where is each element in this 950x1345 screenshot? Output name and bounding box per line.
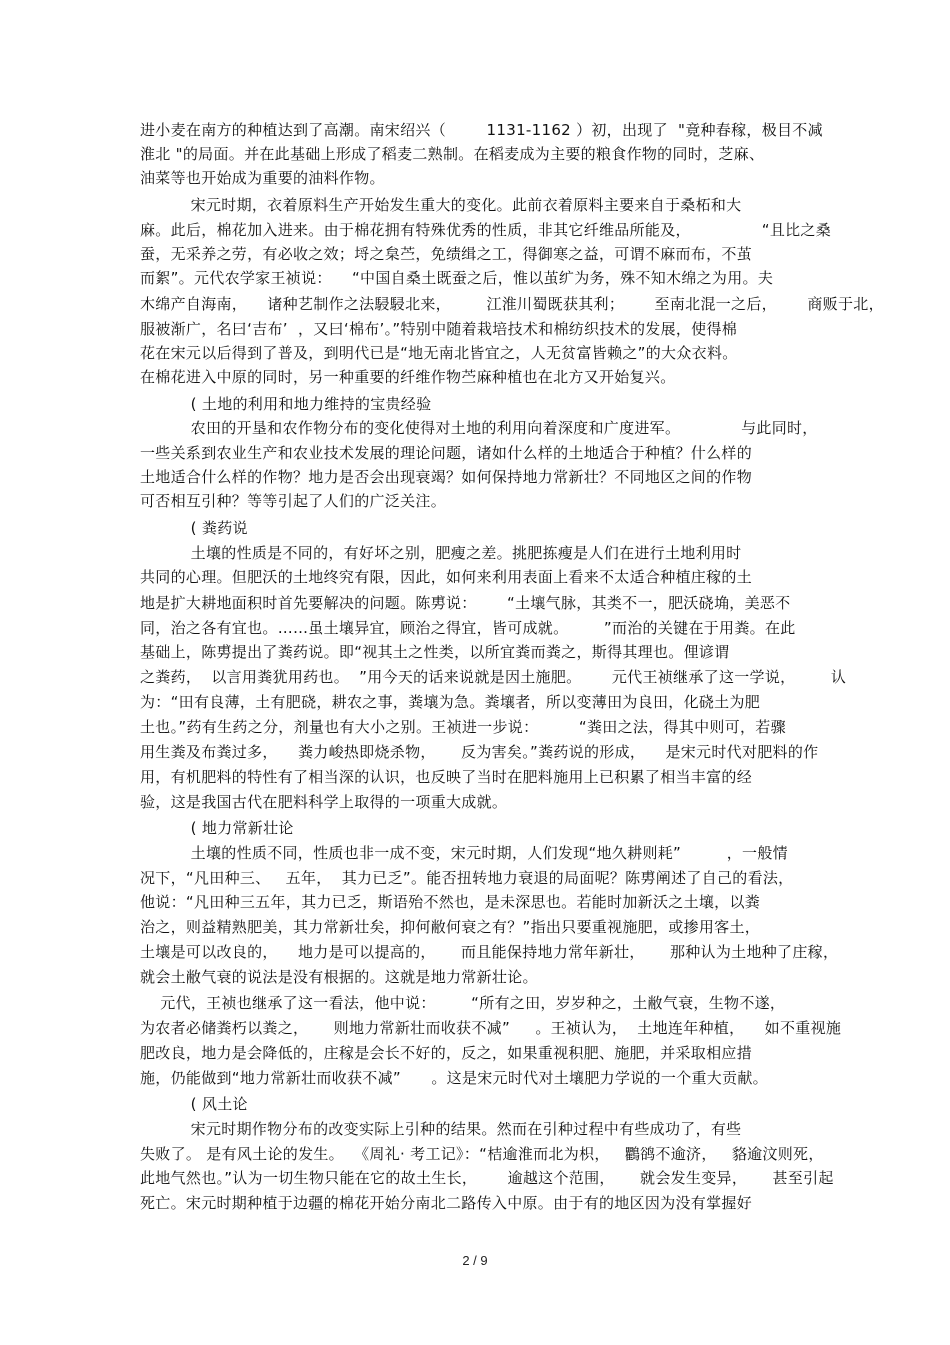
text-line: 用，有机肥料的特性有了相当深的认识，也反映了当时在肥料施用上已积累了相当丰富的经 — [140, 768, 753, 786]
text-line: 就会土敝气衰的说法是没有根据的。这就是地力常新壮论。 — [140, 968, 538, 986]
text-line: 治之，则益精熟肥美，其力常新壮矣，抑何敝何衰之有？”指出只要重视施肥，或掺用客土， — [140, 918, 761, 936]
text-line: 况下，“凡田种三、 五年， 其力已乏”。能否扭转地力衰退的局面呢？陈旉阐述了自己的看法， — [140, 869, 794, 887]
text-line: 进小麦在南方的种植达到了高潮。南宋绍兴（ 1131-1162 ）初，出现了 "竟种春稼，极目不减 — [140, 121, 823, 139]
text-line: 之粪药， 以言用粪犹用药也。 ”用今天的话来说就是因土施肥。 元代王祯继承了这一学说， 认 — [140, 668, 847, 686]
text-line: 土也。”药有生药之分，剂量也有大小之别。王祯进一步说： “粪田之法，得其中则可，若骤 — [140, 718, 786, 736]
text-line: 肥改良，地力是会降低的，庄稼是会长不好的，反之，如果重视积肥、施肥，并采取相应措 — [140, 1044, 753, 1062]
text-line: 元代，王祯也继承了这一看法，他中说： “所有之田，岁岁种之，土敝气衰，生物不遂， — [140, 994, 786, 1012]
text-line: 为：“田有良薄，土有肥硗，耕农之事，粪壤为急。粪壤者，所以变薄田为良田，化硗土为肥 — [140, 693, 761, 711]
text-line: 土壤的性质是不同的，有好坏之别，肥瘦之差。挑肥拣瘦是人们在进行土地利用时 — [140, 544, 742, 562]
text-line: 他说：“凡田种三五年，其力已乏，斯语殆不然也，是未深思也。若能时加新沃之土壤，以粪 — [140, 893, 761, 911]
text-line: 服被渐广，名曰‘吉布’ ，又曰‘棉布’。”特别中随着栽培技术和棉纺织技术的发展，使得棉 — [140, 320, 738, 338]
text-line: 基础上，陈旉提出了粪药说。即“视其土之性类，以所宜粪而粪之，斯得其理也。俚谚谓 — [140, 643, 730, 661]
text-line: 验，这是我国古代在肥料科学上取得的一项重大成就。 — [140, 793, 508, 811]
text-line: 淮北 "的局面。并在此基础上形成了稻麦二熟制。在稻麦成为主要的粮食作物的同时，芝麻、 — [140, 145, 765, 163]
text-line: 蚕，无采养之劳，有必收之效；埒之枲苎，免绩缉之工，得御寒之益，可谓不麻而布，不茧 — [140, 245, 753, 263]
text-line: 麻。此后，棉花加入进来。由于棉花拥有特殊优秀的性质，非其它纤维品所能及， “且比之桑 — [140, 221, 832, 239]
text-line: 在棉花进入中原的同时，另一种重要的纤维作物苎麻种植也在北方又开始复兴。 — [140, 368, 676, 386]
text-line: 可否相互引种？等等引起了人们的广泛关注。 — [140, 492, 447, 510]
text-line: 此地气然也。”认为一切生物只能在它的故土生长， 逾越这个范围， 就会发生变异， 甚至引起 — [140, 1169, 834, 1187]
text-line: 用生粪及布粪过多， 粪力峻热即烧杀物， 反为害矣。”粪药说的形成， 是宋元时代对肥料的作 — [140, 743, 819, 761]
text-line: 宋元时期作物分布的改变实际上引种的结果。然而在引种过程中有些成功了，有些 — [140, 1120, 742, 1138]
text-line: 共同的心理。但肥沃的土地终究有限，因此，如何来利用表面上看来不太适合种植庄稼的土 — [140, 568, 753, 586]
text-line: 花在宋元以后得到了普及，到明代已是“地无南北皆宜之，人无贫富皆赖之”的大众衣料。 — [140, 344, 738, 362]
text-line: 地是扩大耕地面积时首先要解决的问题。陈旉说： “土壤气脉，其类不一，肥沃硗埆，美恶不 — [140, 594, 791, 612]
text-line: 同，治之各有宜也。……虽土壤异宜，顾治之得宜，皆可成就。 ”而治的关键在于用粪。在此 — [140, 619, 796, 637]
text-line: 失败了。 是有风土论的发生。 《周礼· 考工记》：“桔逾淮而北为枳， 鸜鹆不逾济， 貉逾汶则死， — [140, 1145, 824, 1163]
section-heading: ( 地力常新壮论 — [140, 819, 294, 837]
section-heading: ( 粪药说 — [140, 519, 248, 537]
text-line: 宋元时期，衣着原料生产开始发生重大的变化。此前衣着原料主要来自于桑柘和大 — [140, 196, 742, 214]
page-number: 2 / 9 — [462, 1253, 488, 1268]
text-line: 一些关系到农业生产和农业技术发展的理论问题，诸如什么样的土地适合于种植？什么样的 — [140, 444, 753, 462]
section-heading: ( 土地的利用和地力维持的宝贵经验 — [140, 395, 432, 413]
text-line: 油菜等也开始成为重要的油料作物。 — [140, 169, 385, 187]
text-line: 木绵产自海南， 诸种艺制作之法駸駸北来， 江淮川蜀既获其利； 至南北混一之后， 商贩于北， — [140, 295, 884, 313]
text-line: 土壤是可以改良的， 地力是可以提高的， 而且能保持地力常年新壮， 那种认为土地种了庄稼， — [140, 943, 839, 961]
text-line: 死亡。宋元时期种植于边疆的棉花开始分南北二路传入中原。由于有的地区因为没有掌握好 — [140, 1194, 753, 1212]
text-line: 施，仍能做到“地力常新壮而收获不减” 。这是宋元时代对土壤肥力学说的一个重大贡献。 — [140, 1069, 768, 1087]
section-heading: ( 风土论 — [140, 1095, 248, 1113]
text-line: 土地适合什么样的作物？地力是否会出现衰竭？如何保持地力常新壮？不同地区之间的作物 — [140, 468, 753, 486]
text-line: 而絮”。元代农学家王祯说： “中国自桑土既蚕之后，惟以茧纩为务，殊不知木绵之为用。夫 — [140, 269, 774, 287]
text-line: 农田的开垦和农作物分布的变化使得对土地的利用向着深度和广度进军。 与此同时， — [140, 419, 818, 437]
text-line: 为农者必储粪朽以粪之， 则地力常新壮而收获不减” 。王祯认为， 土地连年种植， 如不重视施 — [140, 1019, 842, 1037]
text-line: 土壤的性质不同，性质也非一成不变，宋元时期，人们发现“地久耕则耗” ，一般情 — [140, 844, 788, 862]
